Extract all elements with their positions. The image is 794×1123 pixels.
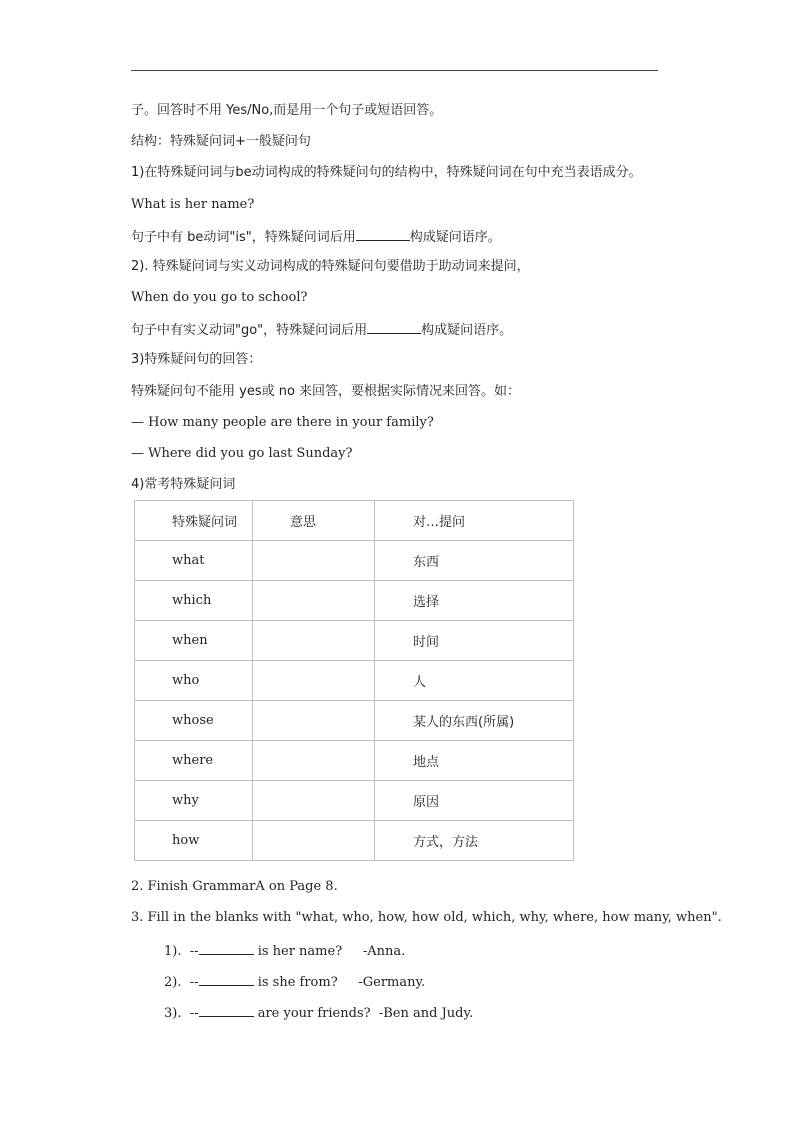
task-2: 2. Finish GrammarA on Page 8. [131, 879, 338, 894]
exercise-3 [164, 1004, 473, 1021]
word-cell: whose [135, 701, 253, 741]
word-cell: where [135, 741, 253, 781]
note-2-before: 句子中有实义动词"go"，特殊疑问词后用 [131, 323, 368, 338]
header-word: 特殊疑问词 [135, 501, 253, 541]
asks-cell: 选择 [375, 581, 574, 621]
note-2 [131, 321, 512, 339]
note-1-before: 句子中有 be动词"is"，特殊疑问词后用 [131, 230, 356, 245]
word-cell: why [135, 781, 253, 821]
asks-cell: 人 [375, 661, 574, 701]
note-1-after: 构成疑问语序。 [409, 230, 501, 245]
exercise-prefix: -- [189, 975, 199, 990]
table-row [135, 781, 574, 821]
table-row [135, 541, 574, 581]
asks-cell: 原因 [375, 781, 574, 821]
table-row [135, 741, 574, 781]
meaning-cell[interactable] [253, 581, 375, 621]
exercise-answer: -Anna. [362, 944, 406, 959]
exercise-number: 2). [164, 975, 182, 990]
exercise-prefix: -- [189, 944, 199, 959]
asks-cell: 某人的东西(所属) [375, 701, 574, 741]
intro-line: 子。回答时不用 Yes/No,而是用一个句子或短语回答。 [131, 103, 443, 118]
meaning-cell[interactable] [253, 781, 375, 821]
exercise-blank[interactable] [199, 1004, 254, 1017]
word-cell: how [135, 821, 253, 861]
asks-cell: 方式，方法 [375, 821, 574, 861]
point-4: 4)常考特殊疑问词 [131, 477, 236, 492]
word-cell: what [135, 541, 253, 581]
example-2: When do you go to school? [131, 290, 308, 305]
meaning-cell[interactable] [253, 661, 375, 701]
meaning-cell[interactable] [253, 741, 375, 781]
exercise-question: are your friends? [257, 1006, 371, 1021]
word-cell: which [135, 581, 253, 621]
exercise-2 [164, 973, 425, 990]
word-cell: who [135, 661, 253, 701]
question-2: — Where did you go last Sunday? [131, 446, 353, 461]
point-1: 1)在特殊疑问词与be动词构成的特殊疑问句的结构中，特殊疑问词在句中充当表语成分。 [131, 165, 642, 180]
point-2: 2). 特殊疑问词与实义动词构成的特殊疑问句要借助于助动词来提问， [131, 259, 530, 274]
meaning-cell[interactable] [253, 821, 375, 861]
table-row [135, 581, 574, 621]
point-3-desc: 特殊疑问句不能用 yes或 no 来回答，要根据实际情况来回答。如： [131, 384, 521, 399]
meaning-cell[interactable] [253, 701, 375, 741]
exercise-answer: -Germany. [358, 975, 426, 990]
header-asks: 对…提问 [375, 501, 574, 541]
exercise-answer: -Ben and Judy. [378, 1006, 474, 1021]
question-1: — How many people are there in your family? [131, 415, 434, 430]
table-row [135, 661, 574, 701]
note-1 [131, 228, 501, 246]
exercise-1 [164, 942, 405, 959]
blank-1[interactable] [356, 228, 410, 241]
exercise-number: 1). [164, 944, 182, 959]
note-2-after: 构成疑问语序。 [421, 323, 513, 338]
point-3: 3)特殊疑问句的回答： [131, 352, 262, 367]
structure-line: 结构：特殊疑问词+一般疑问句 [131, 134, 311, 149]
exercise-blank[interactable] [199, 973, 254, 986]
blank-2[interactable] [367, 321, 421, 334]
meaning-cell[interactable] [253, 541, 375, 581]
exercise-number: 3). [164, 1006, 182, 1021]
example-1: What is her name? [131, 197, 255, 212]
asks-cell: 时间 [375, 621, 574, 661]
question-words-table [134, 500, 574, 861]
asks-cell: 地点 [375, 741, 574, 781]
word-cell: when [135, 621, 253, 661]
table-header-row [135, 501, 574, 541]
table-row [135, 821, 574, 861]
asks-cell: 东西 [375, 541, 574, 581]
exercise-blank[interactable] [199, 942, 254, 955]
exercise-question: is she from? [257, 975, 338, 990]
exercise-question: is her name? [257, 944, 343, 959]
meaning-cell[interactable] [253, 621, 375, 661]
table-row [135, 621, 574, 661]
task-3: 3. Fill in the blanks with "what, who, how, how old, which, why, where, how many, when". [131, 910, 722, 925]
exercise-prefix: -- [189, 1006, 199, 1021]
header-rule [131, 70, 658, 71]
table-row [135, 701, 574, 741]
header-meaning: 意思 [253, 501, 375, 541]
